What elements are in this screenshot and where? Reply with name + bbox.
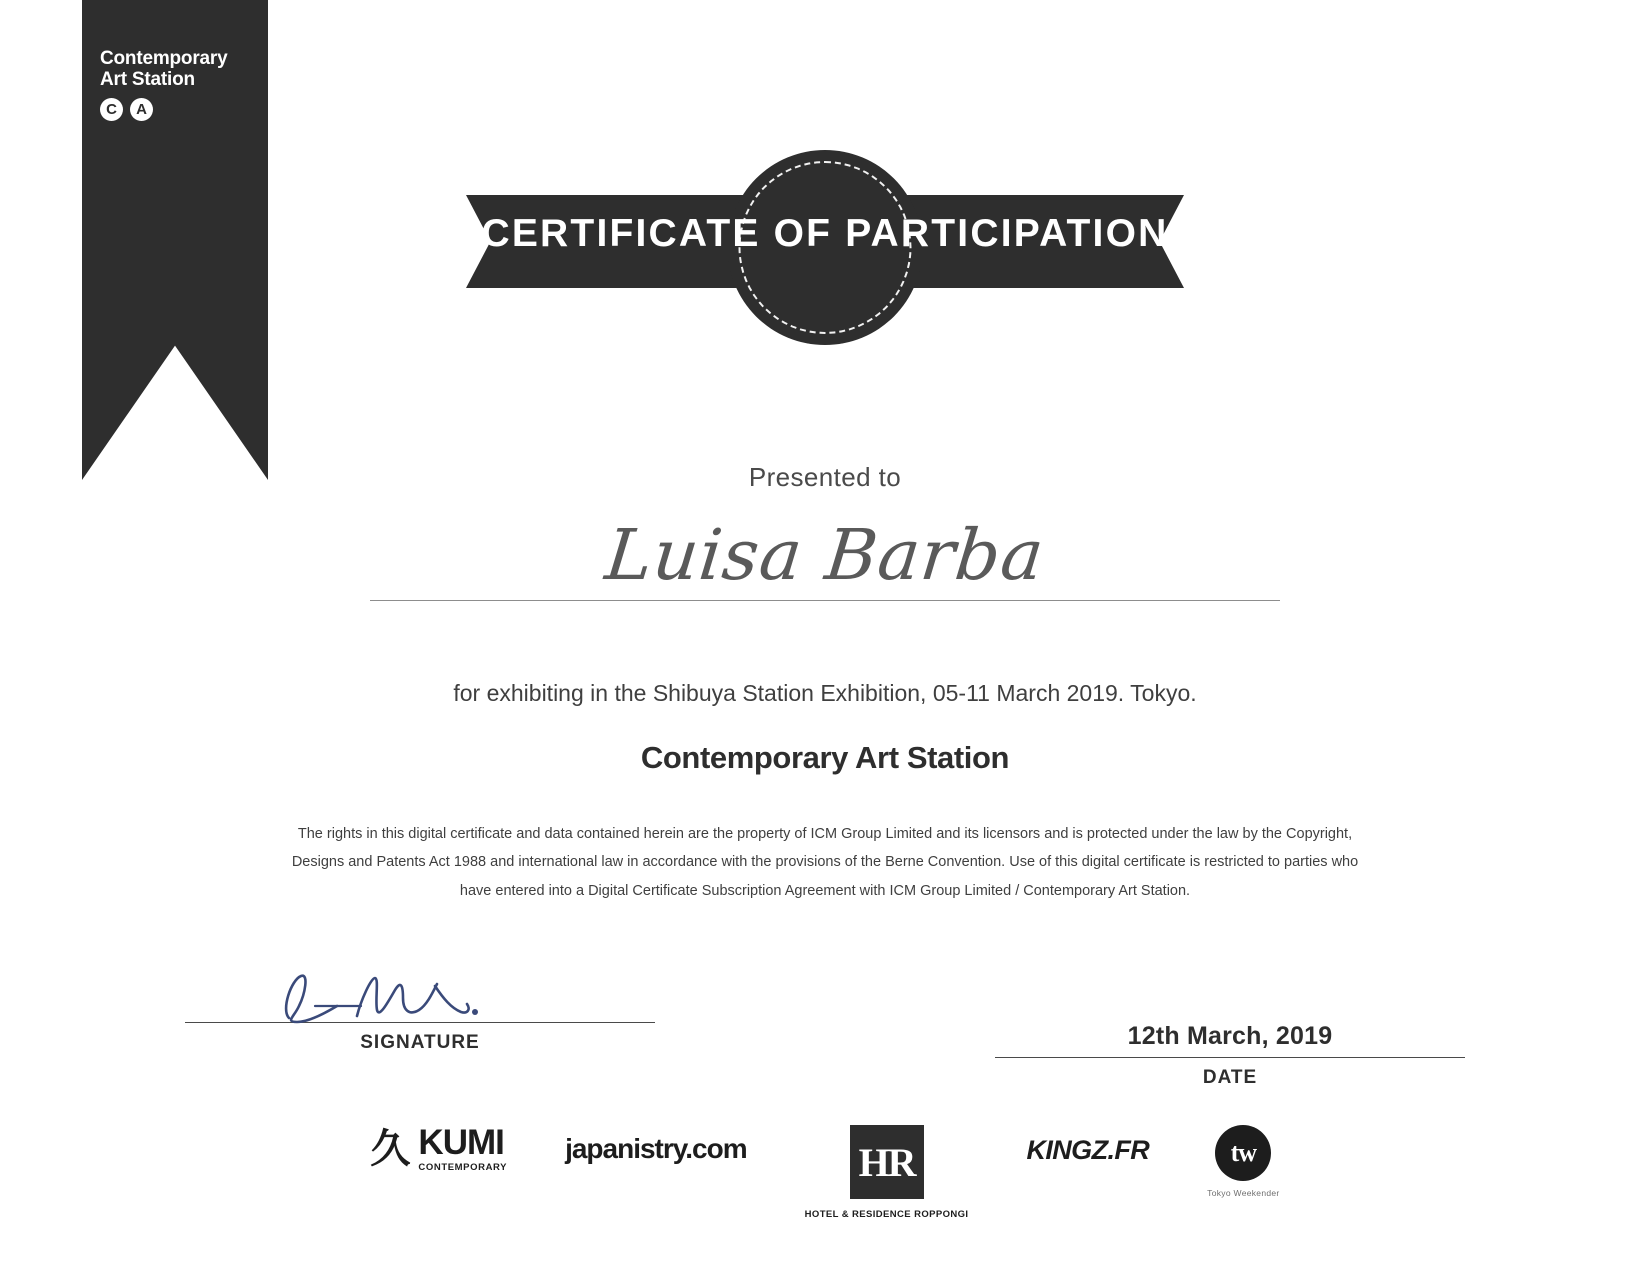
presented-to-label: Presented to [748,462,902,492]
kingz-wordmark: KINGZ.FR [1026,1135,1150,1165]
kumi-wordmark [418,1125,507,1173]
date-label: DATE [1202,1067,1258,1088]
japanistry-wordmark: japanistry.com [565,1133,747,1164]
brand-logo-line-2: Art Station [100,69,195,91]
date-rule [995,1057,1465,1058]
certificate-title: CERTIFICATE OF PARTICIPATION [481,212,1169,255]
event-description: for exhibiting in the Shibuya Station Exhibition, 05-11 March 2019. Tokyo. [453,680,1197,706]
sponsor-kingz-fr [1026,1125,1149,1166]
hr-logo-icon: HR [850,1125,924,1199]
tw-logo-icon: tw [1215,1125,1271,1181]
legal-notice: The rights in this digital certificate and data contained herein are the property of ICM Group Limited and its licensors and is protected under the law by the Copyright, Designs and Patents Act 1988 and international law in accordance with the provisions of the Berne Convention. Use of this digital certificate is restricted to parties who have entered into a Digital Certificate Subscription Agreement with ICM Group Limited / Contemporary Art Station. [291,826,1359,899]
kumi-sub-label: CONTEMPORARY [418,1162,508,1173]
signature-label: SIGNATURE [360,1032,480,1053]
kumi-logo [370,1125,507,1173]
sponsor-hotel-residence-roppongi [805,1125,969,1222]
brand-mark-a-icon: A [130,98,153,121]
kumi-main-label: KUMI [418,1123,504,1162]
hr-caption: HOTEL & RESIDENCE ROPPONGI [804,1209,969,1220]
sponsor-kumi-contemporary [370,1125,507,1173]
recipient-underline [370,600,1280,601]
recipient-name: Luisa Barba [601,514,1049,596]
date-spacer [995,960,1465,1022]
recipient-area [370,516,1280,601]
brand-logo [100,48,227,121]
signature-mark [185,960,655,1022]
date-block [995,960,1465,1089]
sponsor-logos [0,1125,1650,1222]
sponsor-tokyo-weekender [1207,1125,1279,1198]
date-value: 12th March, 2019 [1127,1022,1333,1050]
sponsor-japanistry [565,1125,747,1165]
kumi-kanji-icon: 久 [370,1125,411,1172]
brand-logo-marks [100,98,227,121]
organization-name: Contemporary Art Station [640,740,1010,775]
tw-caption: Tokyo Weekender [1207,1188,1280,1198]
brand-logo-line-1: Contemporary [100,48,228,69]
brand-mark-c-icon: C [100,98,123,121]
signature-block [185,960,655,1054]
